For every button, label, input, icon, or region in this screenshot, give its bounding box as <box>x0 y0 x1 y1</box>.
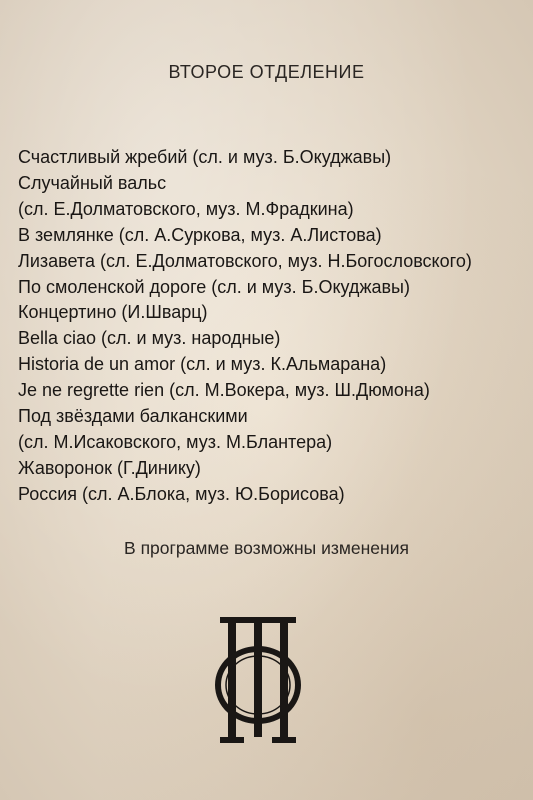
program-item: Россия (сл. А.Блока, муз. Ю.Борисова) <box>18 483 345 504</box>
program-item: Концертино (И.Шварц) <box>18 302 208 323</box>
program-item: (сл. Е.Долматовского, муз. М.Фрадкина) <box>18 198 354 219</box>
section-title: ВТОРОЕ ОТДЕЛЕНИЕ <box>168 62 365 82</box>
program-item: Je ne regrette rien (сл. М.Вокера, муз. Ш.Дюмона) <box>18 380 430 401</box>
program-item: Historia de un amor (сл. и муз. К.Альмарана) <box>18 354 387 375</box>
program-change-note: В программе возможны изменения <box>124 538 409 558</box>
program-item: По смоленской дороге (сл. и муз. Б.Окуджавы) <box>18 276 410 297</box>
program-item: Счастливый жребий (сл. и муз. Б.Окуджавы) <box>18 147 392 167</box>
program-list <box>18 145 472 508</box>
program-item: Bella ciao (сл. и муз. народные) <box>18 328 281 349</box>
program-item: Лизавета (сл. Е.Долматовского, муз. Н.Богословского) <box>18 250 472 271</box>
program-item: Под звёздами балканскими <box>18 406 248 427</box>
program-item: В землянке (сл. А.Суркова, муз. А.Листова) <box>18 224 382 245</box>
program-item: Случайный вальс <box>18 172 167 193</box>
philharmonic-monogram-icon <box>212 617 304 743</box>
program-item: (сл. М.Исаковского, муз. М.Блантера) <box>18 431 333 452</box>
program-item: Жаворонок (Г.Динику) <box>18 457 201 478</box>
